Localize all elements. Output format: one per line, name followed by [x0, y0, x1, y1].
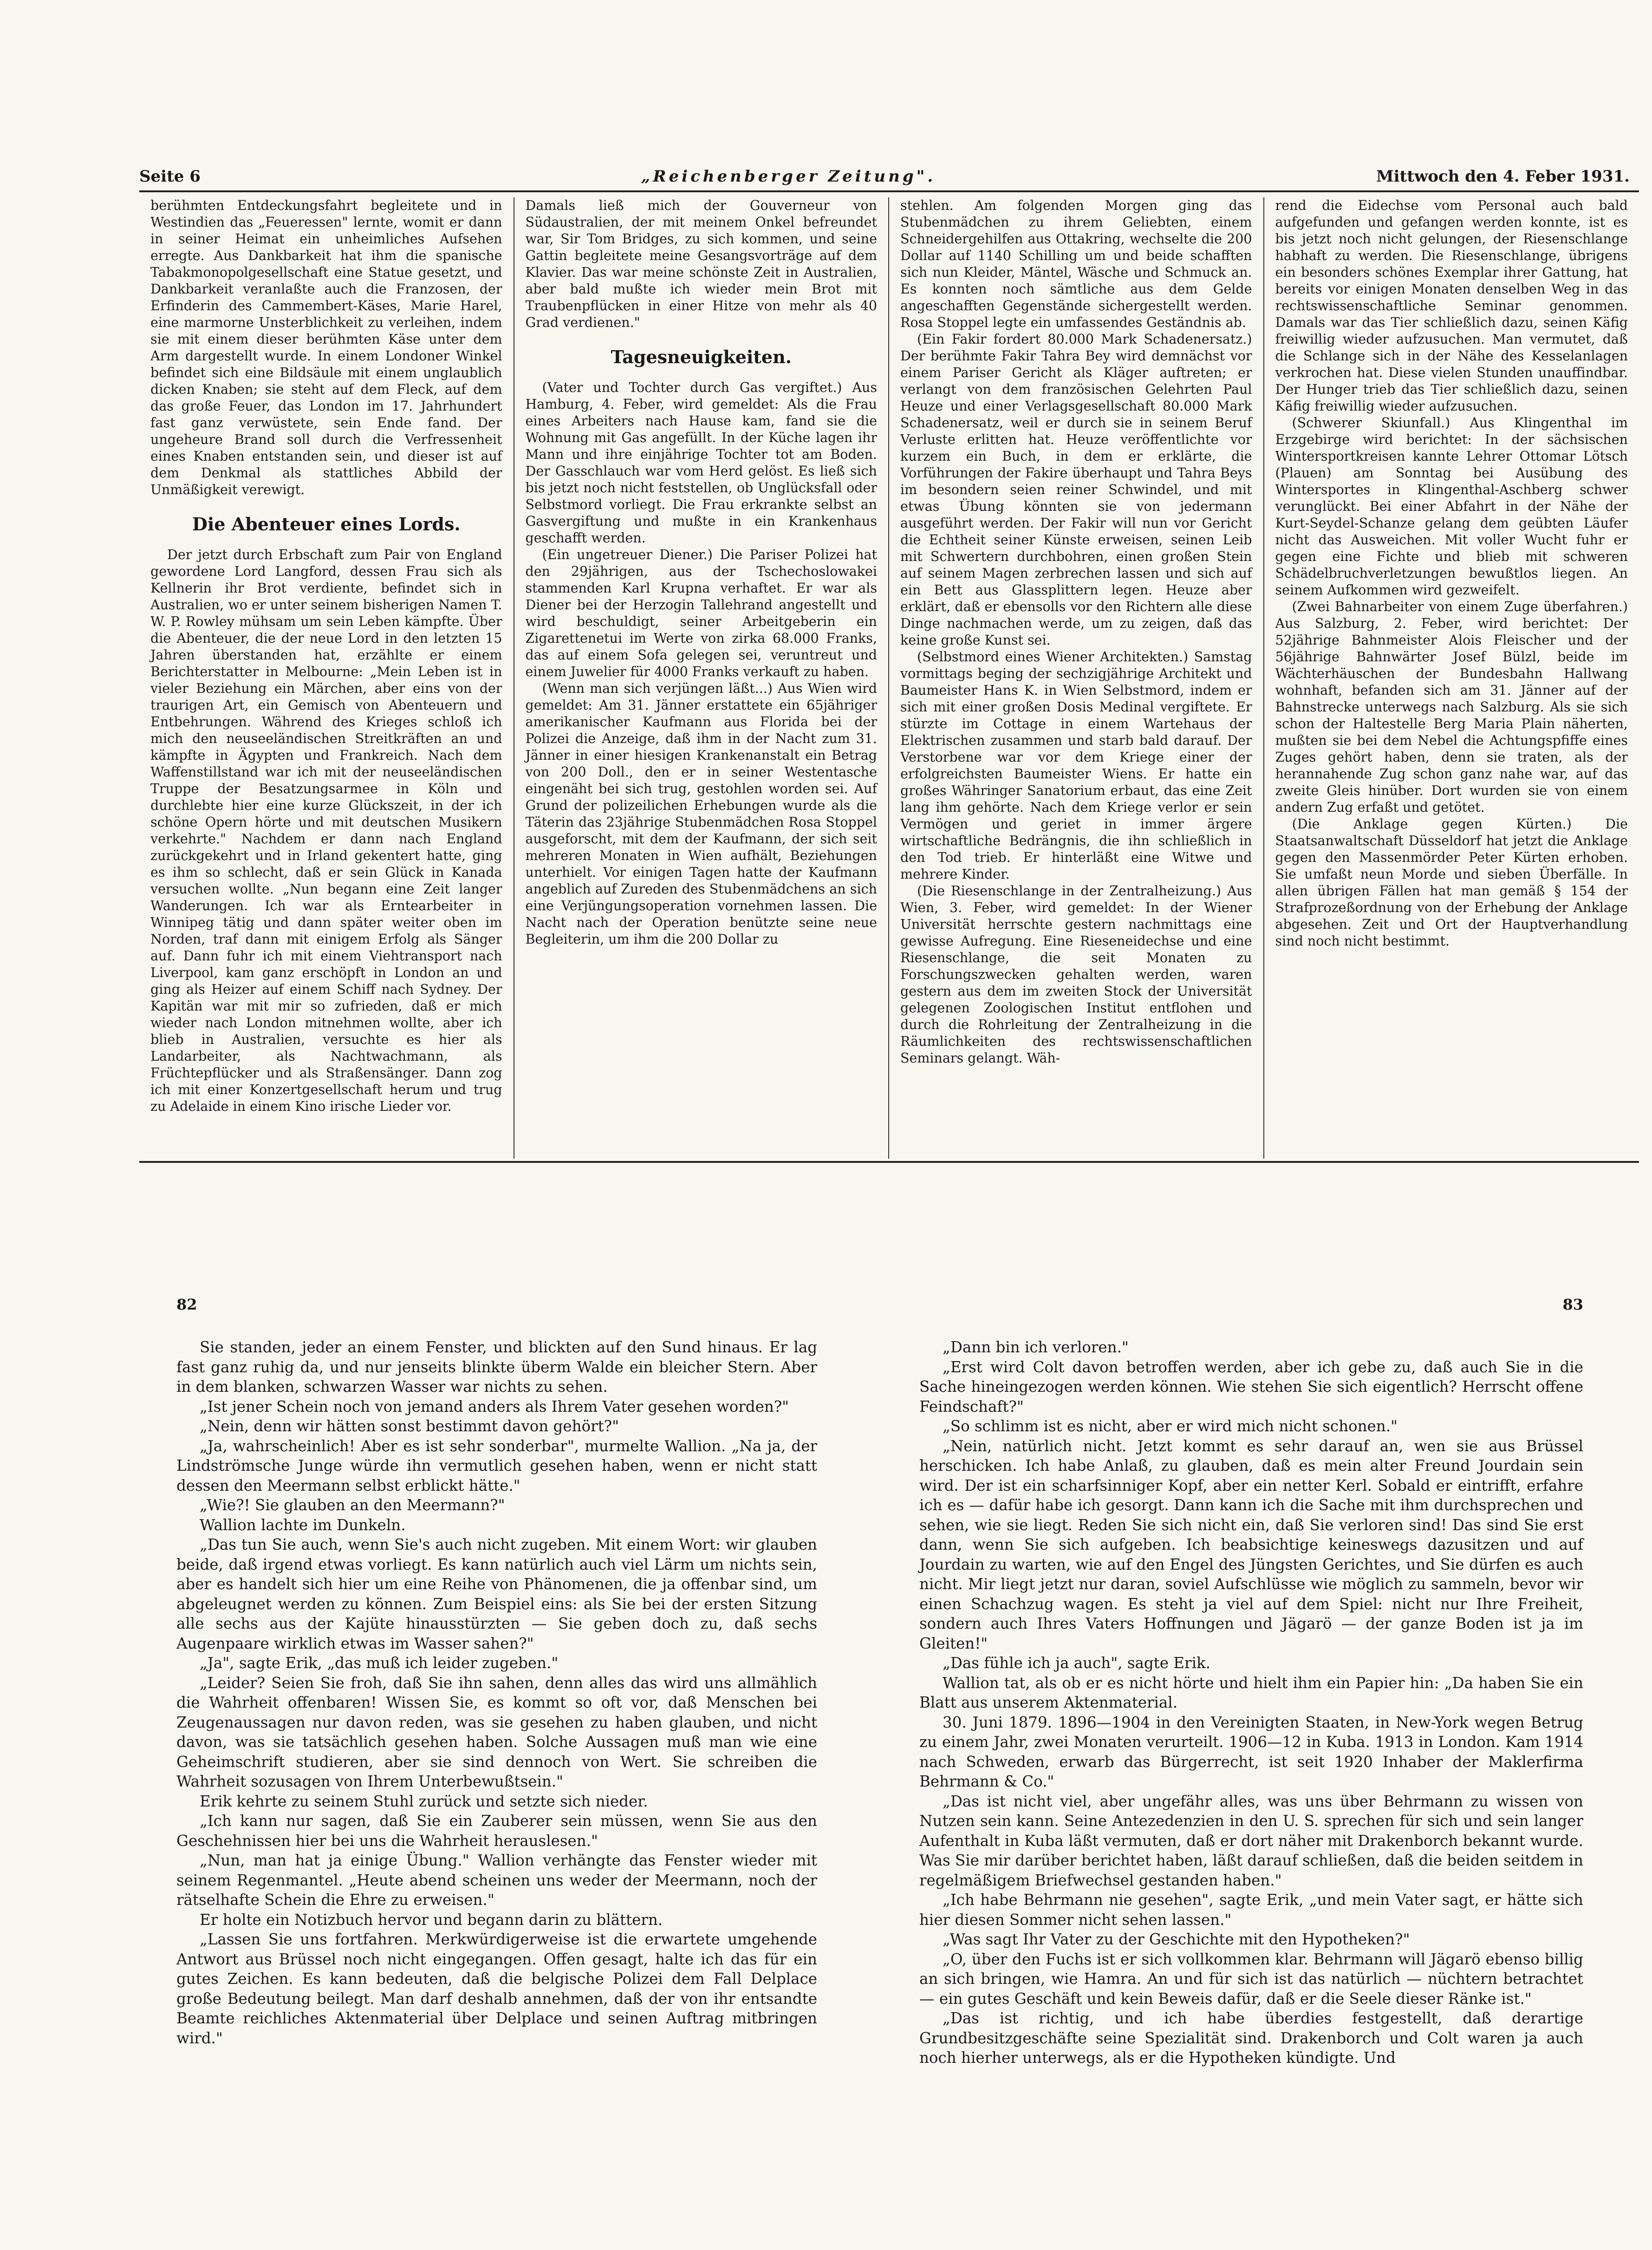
newspaper-column-1	[139, 197, 514, 1159]
paragraph: „Das ist richtig, und ich habe überdies festgestellt, daß derartige Grundbesitzgeschäfte seine Spezialität sind. Drakenborch und Colt waren ja auch noch hierher unterwegs, als er die Hypotheken kündigte. Und	[919, 2009, 1583, 2067]
newspaper-column-3	[889, 197, 1264, 1159]
book-page-right	[919, 1296, 1583, 2178]
paragraph: „Nun, man hat ja einige Übung." Wallion verhängte das Fenster wieder mit seinem Regenmantel. „Heute abend scheinen uns weder der Meermann, noch der rätselhafte Schein die Ehre zu erweisen."	[176, 1852, 817, 1909]
news-item: rend die Eidechse vom Personal auch bald aufgefunden und gefangen werden konnte, ist es bis jetzt noch nicht gelungen, der Riesenschlange habhaft zu werden. Die Riesenschlange, übrigens ein besonders schönes Exemplar ihrer Gattung, hat bereits vor einigen Monaten denselben Weg in das rechtswissenschaftliche Seminar genommen. Damals war das Tier schließlich dazu, seinen Käfig freiwillig wieder aufzusuchen. Man vermutet, daß die Schlange sich in der Nähe des Kesselanlagen verkrochen hat. Diese vielen Stunden unauffindbar. Der Hunger trieb das Tier schließlich dazu, seinen Käfig freiwillig wieder aufzusuchen.	[1275, 198, 1628, 414]
article-heading: Die Abenteuer eines Lords.	[192, 514, 461, 535]
header-rule	[139, 190, 1639, 192]
paragraph: „Dann bin ich verloren."	[943, 1338, 1129, 1356]
footer-rule	[139, 1161, 1639, 1163]
newspaper-header	[139, 158, 1630, 186]
news-item: (Schwerer Skiunfall.) Aus Klingenthal im Erzgebirge wird berichtet: In der sächsischen Wintersportkreisen kannte Lehrer Ottomar Lötsch (Plauen) am Sonntag bei Ausübung des Wintersportes in Klingenthal-Aschberg schwer verunglückt. Bei einer Abfahrt in der Nähe der Kurt-Seydel-Schanze gelang dem geübten Läufer nicht das Ausweichen. Mit voller Wucht fuhr er gegen eine Fichte und blieb mit schweren Schädelbruchverletzungen bewußtlos liegen. An seinem Aufkommen wird gezweifelt.	[1275, 415, 1628, 598]
page-number: 82	[176, 1296, 197, 1313]
paragraph: „Das ist nicht viel, aber ungefähr alles, was uns über Behrmann zu wissen von Nutzen sein kann. Seine Antezedenzien in den U. S. sprechen für sich und sein langer Aufenthalt in Kuba läßt vermuten, daß er dort näher mit Drakenborch bekannt wurde. Was Sie mir darüber berichtet haben, läßt darauf schließen, daß die beiden seitdem in regelmäßigem Briefwechsel gestanden haben."	[919, 1792, 1583, 1889]
news-item: (Selbstmord eines Wiener Architekten.) Samstag vormittags beging der sechzigjährige Architekt und Baumeister Hans K. in Wien Selbstmord, indem er sich mit einer großen Dosis Medinal vergiftete. Er stürzte im Cottage in einem Wartehaus der Elektrischen zusammen und starb bald darauf. Der Verstorbene war vor dem Kriege einer der erfolgreichsten Baumeister Wiens. Er hatte ein großes Währinger Sanatorium erbaut, das eine Zeit lang ihm gehörte. Nach dem Kriege verlor er sein Vermögen und geriet in immer ärgere wirtschaftliche Bedrängnis, die ihn schließlich in den Tod trieb. Er hinterläßt eine Witwe und mehrere Kinder.	[900, 649, 1252, 882]
book-text-left	[176, 1337, 817, 2048]
article-text: Damals ließ mich der Gouverneur von Südaustralien, der mit meinem Onkel befreundet war, Sir Tom Bridges, zu sich kommen, und seine Gattin begleitete meine Gesangsvorträge auf dem Klavier. Das war meine schönste Zeit in Australien, aber bald mußte ich wieder mein Brot mit Traubenpflücken in einer Hitze von mehr als 40 Grad verdienen."	[525, 198, 877, 330]
page-number: 83	[1562, 1296, 1583, 1313]
page-label: Seite 6	[139, 167, 201, 186]
paragraph: „Leider? Seien Sie froh, daß Sie ihn sahen, denn alles das wird uns allmählich die Wahrheit offenbaren! Wissen Sie, es kommt so oft vor, daß Menschen bei Zeugenaussagen nur davon reden, was sie gesehen zu haben glauben, und nicht davon, was sie tatsächlich gesehen haben. Solche Aussagen muß man wie eine Geheimschrift studieren, aber sie sind dennoch von Wert. Sie schreiben die Wahrheit sozusagen von Ihrem Unterbewußtsein."	[176, 1674, 817, 1790]
book-text-right	[919, 1337, 1583, 2068]
news-item: (Zwei Bahnarbeiter von einem Zuge überfahren.) Aus Salzburg, 2. Feber, wird berichtet: Der 52jährige Bahnmeister Alois Fleischer und der 56jährige Bahnwärter Josef Bülzl, beide im Wächterhäuschen der Bundesbahn Hallwang wohnhaft, befanden sich am 31. Jänner auf der Bahnstrecke unterwegs nach Salzburg. Als sie sich schon der Haltestelle Berg Maria Plain näherten, mußten sie bei dem Nebel die Achtungspfiffe eines Zuges gehört haben, denn sie traten, als der herannahende Zug schon ganz nahe war, auf das zweite Gleis hinüber. Dort wurden sie von einem andern Zug erfaßt und getötet.	[1275, 599, 1628, 815]
paragraph: „Das tun Sie auch, wenn Sie's auch nicht zugeben. Mit einem Wort: wir glauben beide, daß irgend etwas vorliegt. Es kann natürlich auch viel Lärm um nichts sein, aber es handelt sich hier um eine Reihe von Phänomenen, die ja offenbar sind, um abgeleugnet werden zu können. Zum Beispiel eins: als Sie bei der ersten Sitzung alle sechs aus der Kajüte hinausstürzten — Sie geben doch zu, daß sechs Augenpaare wirklich etwas im Wasser sahen?"	[176, 1536, 817, 1652]
news-item: (Die Anklage gegen Kürten.) Die Staatsanwaltschaft Düsseldorf hat jetzt die Anklage gegen den Massenmörder Peter Kürten erhoben. Sie umfaßt neun Morde und sieben Überfälle. In allen übrigen Fällen hat man gemäß § 154 der Strafprozeßordnung von der Erhebung der Anklage abgesehen. Zeit und Ort der Hauptverhandlung sind noch nicht bestimmt.	[1275, 816, 1628, 949]
news-item: (Ein ungetreuer Diener.) Die Pariser Polizei hat den 29jährigen, aus der Tschechoslowakei stammenden Karl Krupna verhaftet. Er war als Diener bei der Herzogin Tallehrand angestellt und wird beschuldigt, seiner Arbeitgeberin ein Zigarettenetui im Werte von zirka 68.000 Franks, das auf einem Sofa gelegen sei, veruntreut und einem Juwelier für 4000 Franks verkauft zu haben.	[525, 547, 877, 679]
issue-date: Mittwoch den 4. Feber 1931.	[1376, 167, 1630, 186]
paragraph: Er holte ein Notizbuch hervor und begann darin zu blättern.	[200, 1911, 663, 1929]
paragraph: „O, über den Fuchs ist er sich vollkommen klar. Behrmann will Jägarö ebenso billig an sich bringen, wie Hamra. An und für sich ist das natürlich — nüchtern betrachtet — ein gutes Geschäft und kein Beweis dafür, daß er die Seele dieser Ränke ist."	[919, 1950, 1583, 2008]
paragraph: Sie standen, jeder an einem Fenster, und blickten auf den Sund hinaus. Er lag fast ganz ruhig da, und nur jenseits blinkte überm Walde ein bleicher Stern. Aber in dem blanken, schwarzen Wasser war nichts zu sehen.	[176, 1338, 817, 1396]
paragraph: „Das fühle ich ja auch", sagte Erik.	[943, 1654, 1210, 1672]
paragraph: „Ich kann nur sagen, daß Sie ein Zauberer sein müssen, wenn Sie aus den Geschehnissen hier bei uns die Wahrheit herauslesen."	[176, 1812, 817, 1850]
newspaper-column-4	[1264, 197, 1639, 1159]
paragraph: „Was sagt Ihr Vater zu der Geschichte mit den Hypotheken?"	[943, 1930, 1410, 1948]
news-item: (Vater und Tochter durch Gas vergiftet.) Aus Hamburg, 4. Feber, wird gemeldet: Als die Frau eines Arbeiters nach Hause kam, fand sie die Wohnung mit Gas angefüllt. In der Küche lagen ihr Mann und ihre einjährige Tochter tot am Boden. Der Gasschlauch war vom Herd gelöst. Es ließ sich bis jetzt noch nicht feststellen, ob Unglücksfall oder Selbstmord vorliegt. Die Frau erkrankte selbst an Gasvergiftung und mußte in ein Krankenhaus geschafft werden.	[525, 380, 877, 546]
paragraph: „Ja, wahrscheinlich! Aber es ist sehr sonderbar", murmelte Wallion. „Na ja, der Lindströmsche Junge würde ihn vermutlich gesehen haben, wenn er nicht statt dessen den Meermann selbst erblickt hätte."	[176, 1437, 817, 1494]
paragraph: „Ist jener Schein noch von jemand anders als Ihrem Vater gesehen worden?"	[200, 1397, 789, 1415]
paragraph: „Nein, natürlich nicht. Jetzt kommt es sehr darauf an, wen sie aus Brüssel herschicken. Ich habe Anlaß, zu glauben, daß es mein alter Freund Jourdain sein wird. Der ist ein scharfsinniger Kopf, aber ein netter Kerl. Sobald er eintrifft, erfahre ich es — dafür habe ich gesorgt. Dann kann ich die Sache mit ihm durchsprechen und sehen, wie sie liegt. Reden Sie sich nicht ein, daß Sie verloren sind! Das sind Sie erst dann, wenn Sie sich aufgeben. Ich beabsichtige keineswegs dazusitzen und auf Jourdain zu warten, wie auf den Engel des Jüngsten Gerichtes, und Sie dürfen es auch nicht. Mir liegt jetzt nur daran, soviel Aufschlüsse wie möglich zu sammeln, bevor wir einen Schachzug wagen. Es steht ja viel auf dem Spiel: nicht nur Ihre Freiheit, sondern auch Ihres Vaters Hoffnungen und Jägarö — der ganze Boden ist ja im Gleiten!"	[919, 1437, 1583, 1652]
paragraph: „Nein, denn wir hätten sonst bestimmt davon gehört?"	[200, 1417, 619, 1435]
paragraph: „So schlimm ist es nicht, aber er wird mich nicht schonen."	[943, 1417, 1398, 1435]
article-text: berühmten Entdeckungsfahrt begleitete und in Westindien das „Feueressen" lernte, womit er dann in seiner Heimat ein unheimliches Aufsehen erregte. Aus Dankbarkeit hat ihm die spanische Tabakmonopolgesellschaft eine Statue gesetzt, und Dankbarkeit veranlaßte auch die Franzosen, der Erfinderin des Cammembert-Käses, Marie Harel, eine marmorne Unsterblichkeit zu verleihen, indem sie mit einem dieser berühmten Käse unter dem Arm dargestellt wurde. In einem Londoner Winkel befindet sich eine Bildsäule mit einem unglaublich dicken Knaben; sie steht auf dem Fleck, auf dem das große Feuer, das London im 17. Jahrhundert fast ganz verwüstete, sein Ende fand. Der ungeheure Brand soll durch die Verfressenheit eines Knaben entstanden sein, und dieser ist auf dem Denkmal als stattliches Abbild der Unmäßigkeit verewigt.	[150, 198, 502, 497]
news-item: (Ein Fakir fordert 80.000 Mark Schadenersatz.) Der berühmte Fakir Tahra Bey wird demnächst vor einem Pariser Gericht als Kläger auftreten; er verlangt von dem französischen Gelehrten Paul Heuze und einer Verlagsgesellschaft 80.000 Mark Schadenersatz, weil er durch sie in seinem Beruf Verluste erlitten hat. Heuze veröffentlichte vor kurzem ein Buch, in dem er erklärte, die Vorführungen der Fakire überhaupt und Tahra Beys im besondern seien reiner Schwindel, und mit etwas Übung könnten sie von jedermann ausgeführt werden. Der Fakir will nun vor Gericht die Echtheit seiner Künste erweisen, seinen Leib mit Schwertern durchbohren, einen großen Stein auf seinem Magen zerbrechen lassen und sich auf ein Bett aus Glassplittern legen. Heuze aber erklärt, daß er ebensolls vor den Richtern alle diese Dinge nachmachen werde, um zu zeigen, daß das keine große Kunst sei.	[900, 332, 1252, 648]
paragraph: 30. Juni 1879. 1896—1904 in den Vereinigten Staaten, in New-York wegen Betrug zu einem Jahr, zwei Monaten verurteilt. 1906—12 in Kuba. 1913 in London. Kam 1914 nach Schweden, erwarb das Bürgerrecht, ist seit 1920 Inhaber der Maklerfirma Behrmann & Co."	[919, 1713, 1583, 1790]
newspaper-column-2	[514, 197, 890, 1159]
paragraph: Wallion tat, als ob er es nicht hörte und hielt ihm ein Papier hin: „Da haben Sie ein Blatt aus unserem Aktenmaterial.	[919, 1674, 1583, 1711]
newspaper-title: „Reichenberger Zeitung".	[641, 167, 936, 186]
news-item: stehlen. Am folgenden Morgen ging das Stubenmädchen zu ihrem Geliebten, einem Schneidergehilfen aus Ottakring, wechselte die 200 Dollar auf 1140 Schilling um und beide schafften sich nun Kleider, Mäntel, Wäsche und Schmuck an. Es konnten noch sämtliche aus dem Gelde angeschafften Gegenstände sichergestellt werden. Rosa Stoppel legte ein umfassendes Geständnis ab.	[900, 198, 1252, 330]
paragraph: Erik kehrte zu seinem Stuhl zurück und setzte sich nieder.	[200, 1792, 648, 1810]
paragraph: „Lassen Sie uns fortfahren. Merkwürdigerweise ist die erwartete umgehende Antwort aus Brüssel noch nicht eingegangen. Offen gesagt, halte ich das für ein gutes Zeichen. Es kann bedeuten, daß die belgische Polizei dem Fall Delplace große Bedeutung beilegt. Man darf deshalb annehmen, daß der von ihr entsandte Beamte reichliches Aktenmaterial über Delplace und seinen Auftrag mitbringen wird."	[176, 1930, 817, 2047]
paragraph: „Wie?! Sie glauben an den Meermann?"	[200, 1496, 505, 1514]
news-item: (Die Riesenschlange in der Zentralheizung.) Aus Wien, 3. Feber, wird gemeldet: In der Wiener Universität herrschte gestern nachmittags eine gewisse Aufregung. Eine Rieseneidechse und eine Riesenschlange, die seit Monaten zu Forschungszwecken gehalten werden, waren gestern aus dem im zweiten Stock der Universität gelegenen Zoologischen Institut entflohen und durch die Rohrleitung der Zentralheizung in die Räumlichkeiten des rechtswissenschaftlichen Seminars gelangt. Wäh-	[900, 883, 1252, 1066]
paragraph: „Ja", sagte Erik, „das muß ich leider zugeben."	[200, 1654, 559, 1672]
book-page-left	[176, 1296, 817, 2178]
section-heading: Tagesneuigkeiten.	[611, 346, 792, 367]
paragraph: „Erst wird Colt davon betroffen werden, aber ich gebe zu, daß auch Sie in die Sache hineingezogen werden können. Wie stehen Sie sich eigentlich? Herrscht offene Feindschaft?"	[919, 1358, 1583, 1415]
newspaper-columns	[139, 197, 1639, 1159]
article-text: Der jetzt durch Erbschaft zum Pair von England gewordene Lord Langford, dessen Frau sich als Kellnerin ihr Brot verdiente, befindet sich in Australien, wo er unter seinem bisherigen Namen T. W. P. Rowley mühsam um sein Leben kämpfte. Über die Abenteuer, die der neue Lord in den letzten 15 Jahren überstanden hat, erzählte er einem Berichterstatter in Melbourne: „Mein Leben ist in vieler Beziehung ein Märchen, aber eins von der traurigen Art, ein Gemisch von Abenteuern und Entbehrungen. Während des Krieges schloß ich mich den neuseeländischen Streitkräften an und kämpfte in Ägypten und Frankreich. Nach dem Waffenstillstand war ich mit der neuseeländischen Truppe der Besatzungsarmee in Köln und durchlebte hier eine kurze Glückszeit, in der ich schöne Opern hörte und mit deutschen Musikern verkehrte." Nachdem er dann nach England zurückgekehrt und in Irland gekentert hatte, ging es ihm so schlecht, daß er sein Glück in Kanada versuchen wollte. „Nun begann eine Zeit langer Wanderungen. Ich war als Erntearbeiter in Winnipeg tätig und dann später weiter oben im Norden, traf dann mit einigem Erfolg als Sänger auf. Dann fuhr ich mit einem Viehtransport nach Liverpool, kam ganz erschöpft in London an und ging als Heizer auf einem Schiff nach Sydney. Der Kapitän war mit mir so zufrieden, daß er mich wieder nach London mitnehmen wollte, aber ich blieb in Australien, versuchte es hier als Landarbeiter, als Nachtwachmann, als Früchtepflücker und als Straßensänger. Dann zog ich mit einer Konzertgesellschaft herum und trug zu Adelaide in einem Kino irische Lieder vor.	[150, 547, 502, 1114]
paragraph: „Ich habe Behrmann nie gesehen", sagte Erik, „und mein Vater sagt, er hätte sich hier diesen Sommer nicht sehen lassen."	[919, 1891, 1583, 1929]
paragraph: Wallion lachte im Dunkeln.	[200, 1516, 406, 1534]
news-item: (Wenn man sich verjüngen läßt...) Aus Wien wird gemeldet: Am 31. Jänner erstattete ein 65jähriger amerikanischer Kaufmann aus Florida bei der Polizei die Anzeige, daß ihm in der Nacht zum 31. Jänner in einer hiesigen Krankenanstalt ein Betrag von 200 Doll., den er in seiner Westentasche eingenäht bei sich trug, gestohlen worden sei. Auf Grund der polizeilichen Erhebungen wurde als die Täterin das 23jährige Stubenmädchen Rosa Stoppel ausgeforscht, mit dem der Kaufmann, der sich seit mehreren Monaten in Wien aufhält, Beziehungen unterhielt. Vor einigen Tagen hatte der Kaufmann angeblich auf Zureden des Stubenmädchens an sich eine Verjüngungsoperation vornehmen lassen. Die Nacht nach der Operation benützte seine neue Begleiterin, um ihm die 200 Dollar zu	[525, 681, 877, 947]
